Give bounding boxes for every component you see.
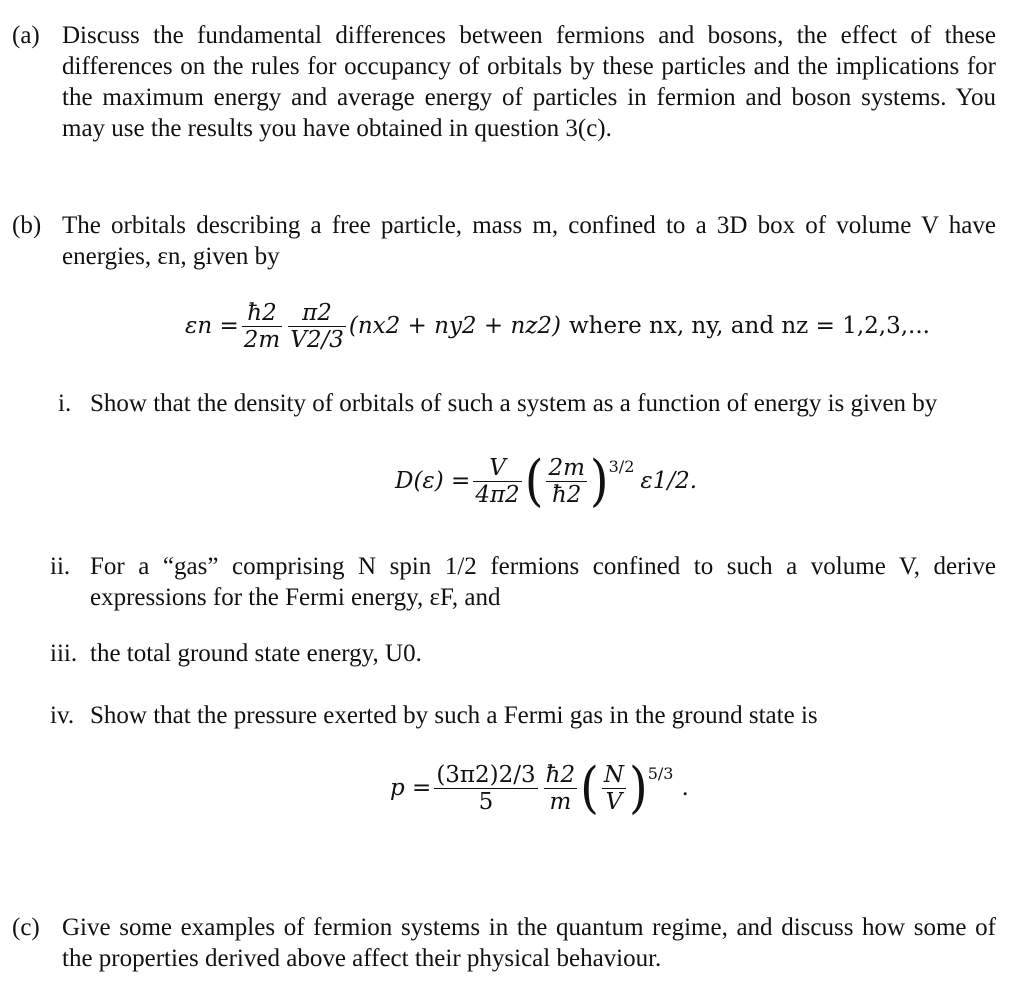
pressure-eq-tail: . (681, 775, 689, 801)
question-c-text: Give some examples of fermion systems in the quantum regime, and discuss how some of the properties derived above affect their physical behaviour. (62, 914, 996, 972)
density-eq-den1: 4π2 (475, 482, 520, 508)
pressure-equation (390, 755, 689, 821)
pressure-eq-frac1 (434, 762, 537, 815)
question-b-iii-text: the total ground state energy, U0. (90, 640, 422, 667)
density-eq-frac1 (473, 455, 521, 508)
question-c (12, 912, 996, 974)
question-b-i-text: Show that the density of orbitals of such a system as a function of energy is given by (90, 390, 938, 417)
question-b-text: The orbitals describing a free particle, mass m, confined to a 3D box of volume V have energies, εn, given by (62, 212, 996, 270)
energy-eq-den2: V2/3 (290, 327, 344, 353)
pressure-eq-den1: 5 (434, 788, 537, 815)
question-b-iii-label: iii. (50, 640, 78, 667)
pressure-eq-exponent: 5/3 (647, 764, 674, 783)
question-b-ii-label: ii. (50, 553, 71, 580)
energy-eq-sum: (nx2 + ny2 + nz2) (348, 313, 561, 339)
pressure-eq-frac3 (602, 762, 626, 815)
question-b-iv-label: iv. (50, 702, 75, 729)
pressure-eq-num2: ħ2 (545, 762, 576, 788)
pressure-eq-num1: (3π2)2/3 (436, 762, 536, 788)
question-a (12, 20, 996, 144)
pressure-eq-rparen: ) (628, 755, 648, 821)
density-eq-rparen: ) (589, 448, 609, 514)
pressure-eq-lhs: p = (390, 775, 432, 801)
question-b-iv (50, 700, 996, 731)
question-b (12, 210, 996, 272)
pressure-eq-num3: N (603, 762, 624, 788)
energy-eq-num2: π2 (302, 300, 332, 326)
question-b-ii (50, 551, 996, 613)
density-equation (395, 448, 698, 514)
density-eq-frac2 (546, 455, 586, 508)
energy-eq-lhs: εn = (185, 313, 239, 339)
question-b-i-label: i. (58, 390, 72, 417)
energy-eq-frac1 (242, 300, 282, 353)
question-b-i (50, 388, 996, 419)
energy-equation (185, 300, 930, 353)
question-b-iii (50, 638, 996, 669)
density-eq-lparen: ( (524, 448, 544, 514)
pressure-eq-den3: V (602, 788, 626, 815)
energy-eq-frac2 (288, 300, 346, 353)
density-eq-num1: V (489, 455, 506, 481)
question-b-iv-text: Show that the pressure exerted by such a Fermi gas in the ground state is (90, 702, 818, 729)
pressure-eq-lparen: ( (580, 755, 599, 821)
question-b-label: (b) (12, 212, 42, 239)
density-eq-num2: 2m (548, 455, 585, 481)
question-a-text: Discuss the fundamental differences between fermions and bosons, the effect of these differences on the rules for occupancy of orbitals by these particles and the implications for the maximum energy and average energy of particles in fermion and boson systems. You may use the results you have obtained in question 3(c). (62, 22, 996, 142)
question-b-ii-text: For a “gas” comprising N spin 1/2 fermions confined to such a volume V, derive expressions for the Fermi energy, εF, and (90, 553, 996, 611)
pressure-eq-den2: m (544, 788, 577, 815)
energy-eq-num1: ħ2 (247, 300, 277, 326)
pressure-eq-frac2 (544, 762, 577, 815)
density-eq-lhs: D(ε) = (395, 468, 471, 494)
density-eq-exponent: 3/2 (608, 457, 635, 476)
question-a-label: (a) (12, 22, 40, 49)
energy-eq-den1: 2m (243, 327, 281, 353)
question-c-label: (c) (12, 914, 40, 941)
density-eq-tail: ε1/2. (640, 468, 698, 494)
density-eq-den2: ħ2 (546, 481, 586, 508)
energy-eq-where: where nx, ny, and nz = 1,2,3,... (569, 313, 930, 339)
